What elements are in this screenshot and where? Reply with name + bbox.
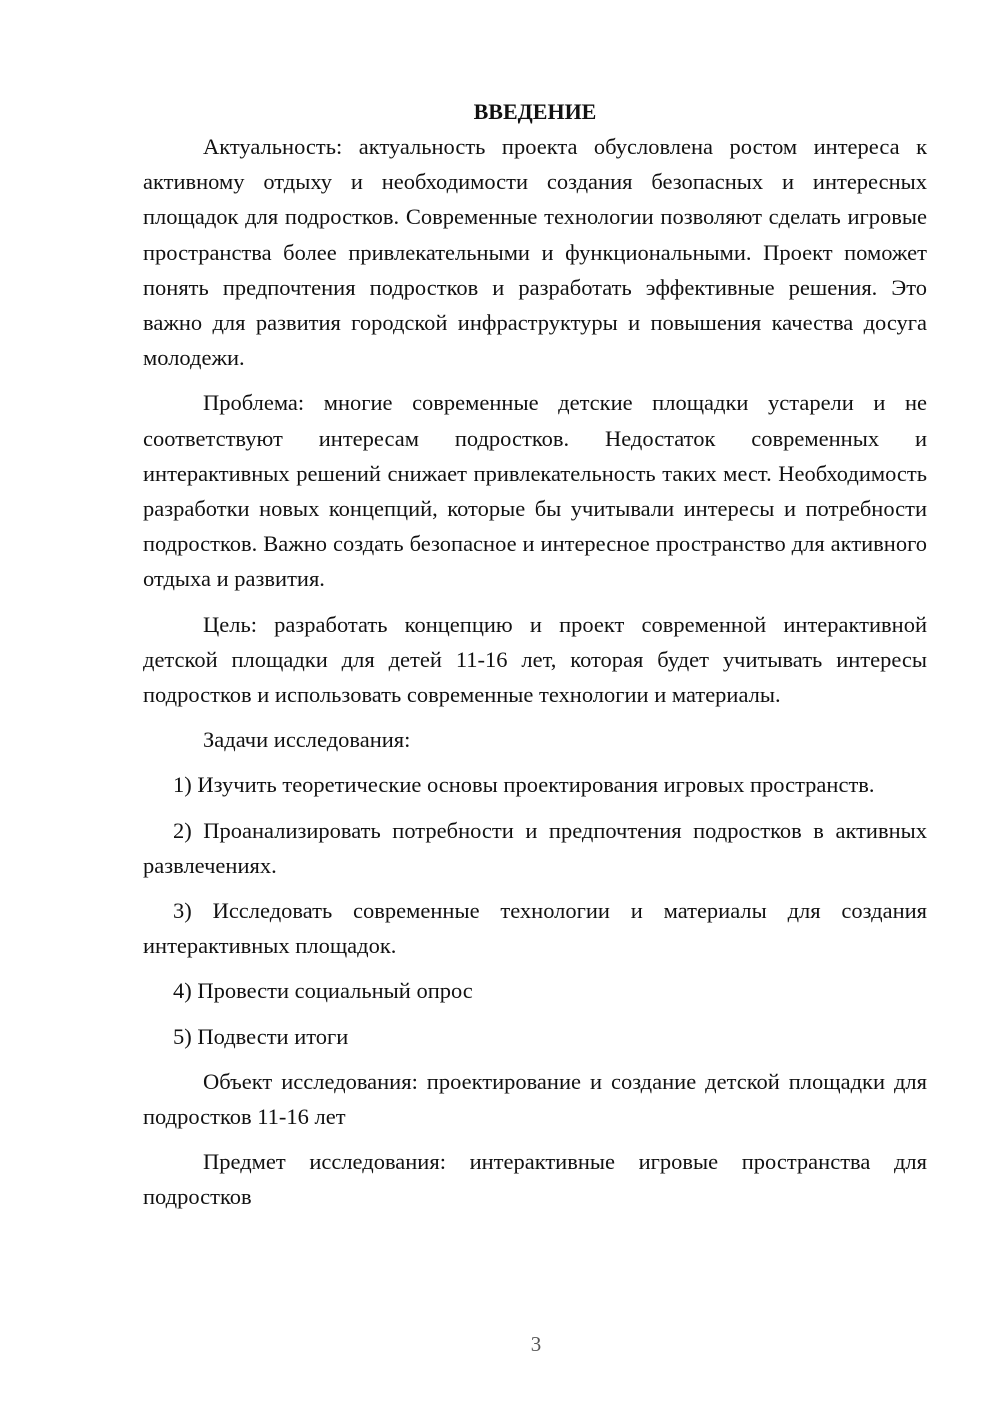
paragraph-goal: Цель: разработать концепцию и проект современной интерактивной детской площадки для детей 11-16 лет, которая будет учитывать интересы подростков и использовать современные технологии и материалы.	[143, 611, 927, 708]
paragraph-problem: Проблема: многие современные детские площадки устарели и не соответствуют интересам подростков. Недостаток современных и интерактивных решений снижает привлекательность таких мест. Необходимость разработки новых концепций, которые бы учитывали интересы и потребности подростков. Важно создать безопасное и интересное пространство для активного отдыха и развития.	[143, 390, 927, 592]
task-item-1: 1) Изучить теоретические основы проектирования игровых пространств.	[173, 772, 875, 798]
task-item-5: 5) Подвести итоги	[173, 1023, 349, 1049]
paragraph-relevance: Актуальность: актуальность проекта обусловлена ростом интереса к активному отдыху и необходимости создания безопасных и интересных площадок для подростков. Современные технологии позволяют сделать игровые пространства более привлекательными и функциональными. Проект поможет понять предпочтения подростков и разработать эффективные решения. Это важно для развития городской инфраструктуры и повышения качества досуга молодежи.	[143, 134, 927, 371]
tasks-title: Задачи исследования:	[203, 727, 411, 753]
task-item-2: 2) Проанализировать потребности и предпочтения подростков в активных развлечениях.	[143, 817, 927, 878]
page-number: 3	[530, 1332, 542, 1356]
paragraph-subject: Предмет исследования: интерактивные игровые пространства для подростков	[143, 1149, 927, 1210]
section-heading: ВВЕДЕНИЕ	[473, 99, 597, 124]
document-page	[143, 90, 927, 1215]
task-item-4: 4) Провести социальный опрос	[173, 978, 473, 1004]
task-item-3: 3) Исследовать современные технологии и материалы для создания интерактивных площадок.	[143, 898, 927, 959]
paragraph-object: Объект исследования: проектирование и создание детской площадки для подростков 11-16 лет	[143, 1068, 927, 1130]
